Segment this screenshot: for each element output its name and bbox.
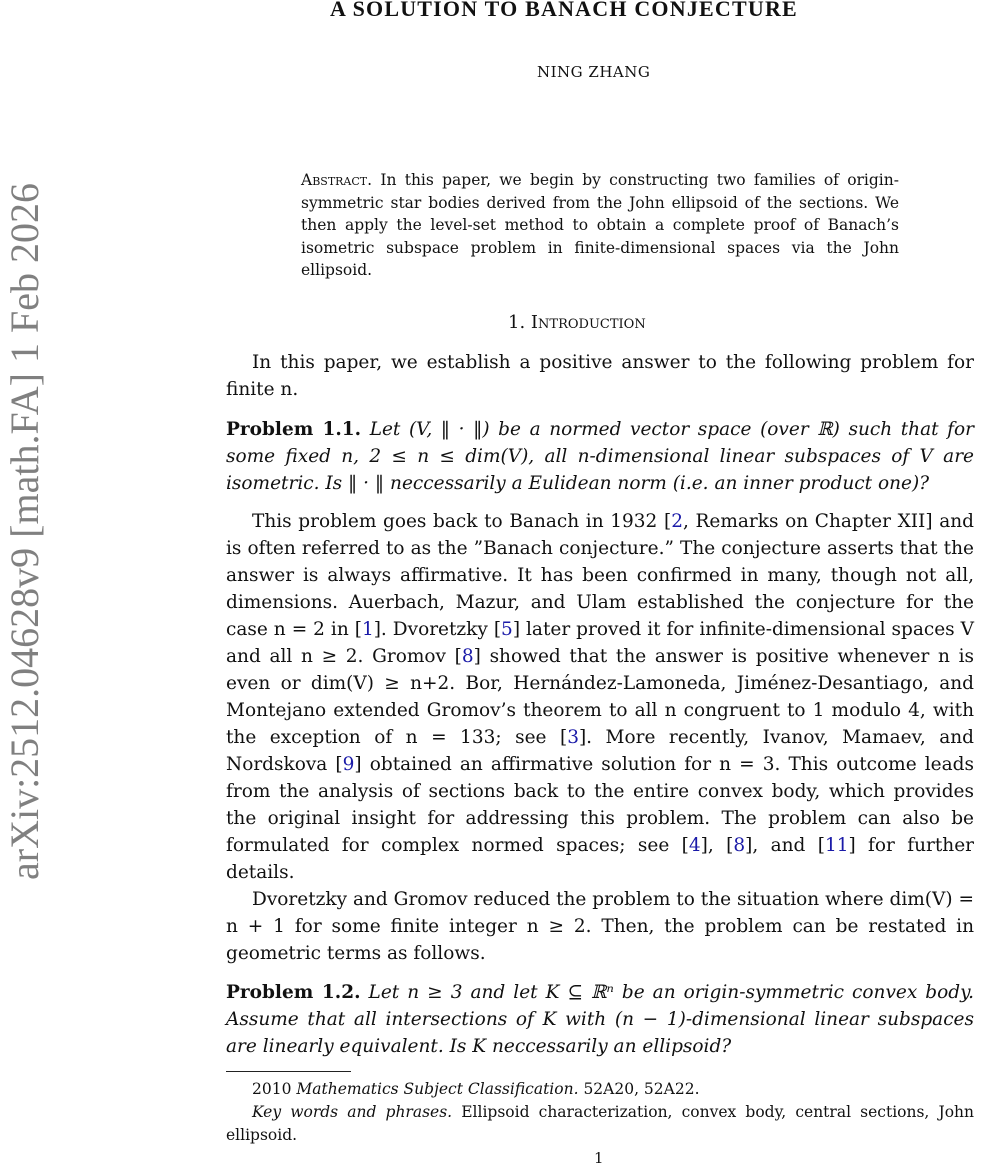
arxiv-stamp: arXiv:2512.04628v9 [math.FA] 1 Feb 2026 bbox=[2, 183, 47, 880]
abstract-text: In this paper, we begin by constructing two families of origin-symmetric star bodies derived from the John ellipsoid of the sections. We then apply the level-set method to obtain a complete proof of Banach’s isometric subspace problem in finite-dimensional spaces via the John ellipsoid. bbox=[301, 171, 899, 280]
msc-value: 52A20, 52A22. bbox=[578, 1080, 700, 1098]
citation-link[interactable]: 4 bbox=[688, 835, 701, 856]
history-paragraph bbox=[226, 508, 974, 886]
citation-link[interactable]: 9 bbox=[342, 754, 355, 775]
paper-title: A SOLUTION TO BANACH CONJECTURE bbox=[330, 0, 798, 21]
citation-link[interactable]: 2 bbox=[671, 511, 683, 532]
problem-1-2-text: Let n ≥ 3 and let K ⊆ ℝⁿ be an origin-symmetric convex body. Assume that all intersections of K with (n − 1)-dimensional linear subspaces are linearly equivalent. Is K neccessarily an ellipsoid? bbox=[226, 982, 974, 1057]
history-text: ] obtained an affirmative solution for n = 3. This outcome leads from the analysis of sections back to the entire convex body, which provides the original insight for addressing this problem. The problem can also be formulated for complex normed spaces; see [ bbox=[226, 754, 974, 856]
keywords-label: Key words and phrases. bbox=[252, 1103, 453, 1121]
problem-1-1 bbox=[226, 416, 974, 497]
history-text: ], and [ bbox=[745, 835, 825, 856]
problem-1-2-label: Problem 1.2. bbox=[226, 982, 361, 1003]
footnote-msc bbox=[226, 1078, 974, 1101]
problem-1-2 bbox=[226, 979, 974, 1060]
history-text: ]. Dvoretzky [ bbox=[373, 619, 502, 640]
footnote-keywords bbox=[226, 1101, 974, 1147]
msc-year: 2010 bbox=[252, 1080, 297, 1098]
abstract-label: Abstract. bbox=[301, 171, 373, 189]
page-number: 1 bbox=[594, 1149, 604, 1167]
problem-1-1-text: Let (V, ‖ · ‖) be a normed vector space (over ℝ) such that for some fixed n, 2 ≤ n ≤ dim(V), all n-dimensional linear subspaces of V are isometric. Is ‖ · ‖ neccessarily a Eulidean norm (i.e. an inner product one)? bbox=[226, 419, 974, 494]
abstract bbox=[301, 169, 899, 282]
citation-link[interactable]: 1 bbox=[361, 619, 374, 640]
history-text: , Remarks on Chapter XII] and is often referred to as the ”Banach conjecture.” The conjecture asserts that the answer is always affirmative. It has been confirmed in many, though not all, dimensions. Auerbach, Mazur, and Ulam established the conjecture for the case n = 2 in [ bbox=[226, 511, 974, 640]
citation-link[interactable]: 11 bbox=[824, 835, 849, 856]
history-text: ] for further details. bbox=[226, 835, 974, 883]
footnote-rule bbox=[226, 1071, 351, 1072]
history-text: ]. More recently, Ivanov, Mamaev, and Nordskova [ bbox=[226, 727, 974, 775]
history-text: This problem goes back to Banach in 1932 [ bbox=[252, 511, 672, 532]
problem-1-1-label: Problem 1.1. bbox=[226, 419, 362, 440]
citation-link[interactable]: 3 bbox=[567, 727, 579, 748]
citation-link[interactable]: 8 bbox=[461, 646, 474, 667]
history-text: ], [ bbox=[700, 835, 734, 856]
citation-link[interactable]: 8 bbox=[733, 835, 746, 856]
intro-paragraph: In this paper, we establish a positive answer to the following problem for finite n. bbox=[226, 352, 974, 400]
msc-label: Mathematics Subject Classification. bbox=[296, 1080, 579, 1098]
section-title: Introduction bbox=[530, 312, 646, 333]
citation-link[interactable]: 5 bbox=[501, 619, 513, 640]
author-name: NING ZHANG bbox=[537, 63, 651, 81]
section-number: 1. bbox=[508, 312, 526, 333]
section-heading bbox=[508, 312, 646, 333]
history-text: ] later proved it for infinite-dimensional spaces V and all n ≥ 2. Gromov [ bbox=[226, 619, 975, 667]
reduction-paragraph: Dvoretzky and Gromov reduced the problem to the situation where dim(V) = n + 1 for some finite integer n ≥ 2. Then, the problem can be restated in geometric terms as follows. bbox=[226, 889, 974, 964]
keywords-value: Ellipsoid characterization, convex body, central sections, John ellipsoid. bbox=[226, 1103, 974, 1144]
history-text: ] showed that the answer is positive whenever n is even or dim(V) ≥ n+2. Bor, Hernández-Lamoneda, Jiménez-Desantiago, and Montejano extended Gromov’s theorem to all n congruent to 1 modulo 4, with the exception of n = 133; see [ bbox=[226, 646, 974, 748]
